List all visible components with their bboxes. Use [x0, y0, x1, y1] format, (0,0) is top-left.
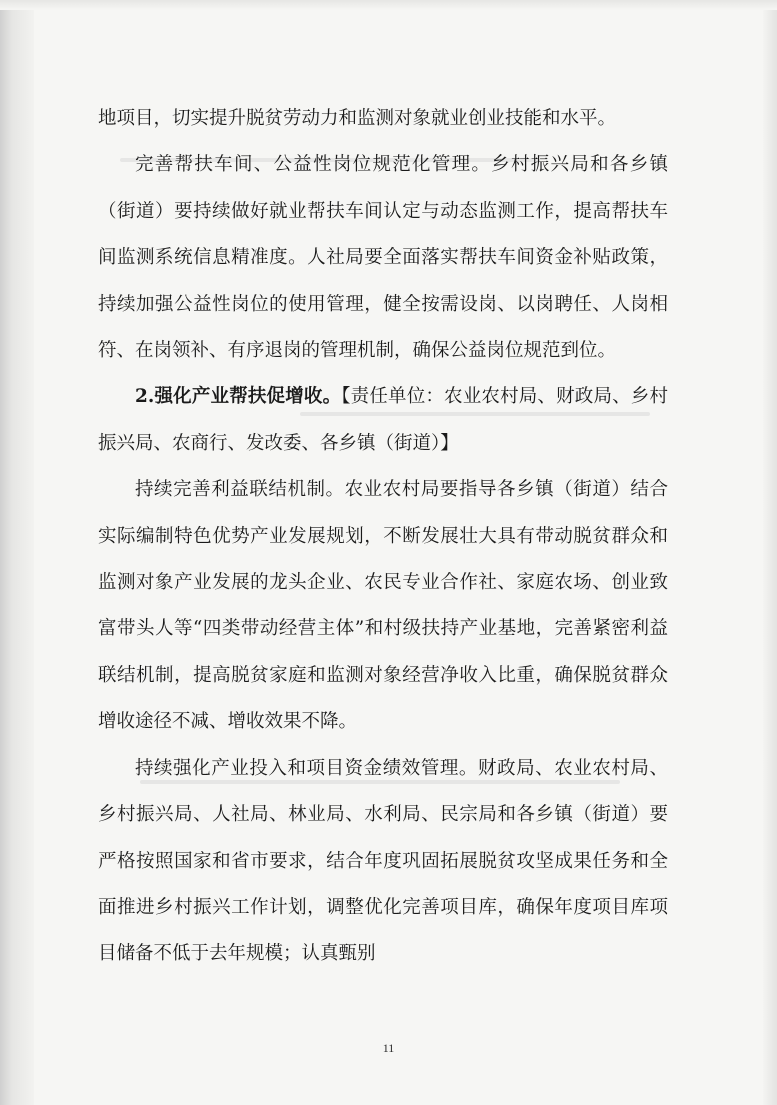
paragraph-1: [98, 96, 668, 142]
body-text: [98, 96, 668, 978]
paragraph-4: [98, 467, 668, 745]
section-heading-2: [98, 374, 668, 467]
paragraph-4-text: 持续完善利益联结机制。农业农村局要指导各乡镇（街道）结合实际编制特色优势产业发展规划，不断发展壮大具有带动脱贫群众和监测对象产业发展的龙头企业、农民专业合作社、家庭农场、创业致富带头人等“四类带动经营主体”和村级扶持产业基地，完善紧密利益联结机制，提高脱贫家庭和监测对象经营净收入比重，确保脱贫群众增收途径不减、增收效果不降。: [98, 479, 668, 733]
scan-edge-right: [763, 0, 777, 1105]
paragraph-2-text: 完善帮扶车间、公益性岗位规范化管理。乡村振兴局和各乡镇（街道）要持续做好就业帮扶车间认定与动态监测工作，提高帮扶车间监测系统信息精准度。人社局要全面落实帮扶车间资金补贴政策，持续加强公益性岗位的使用管理，健全按需设岗、以岗聘任、人岗相符、在岗领补、有序退岗的管理机制，确保公益岗位规范到位。: [98, 154, 668, 362]
section-heading-2-title: 2.强化产业帮扶促增收。: [135, 386, 342, 408]
paragraph-2: [98, 142, 668, 374]
paragraph-5-text: 持续强化产业投入和项目资金绩效管理。财政局、农业农村局、乡村振兴局、人社局、林业局、水利局、民宗局和各乡镇（街道）要严格按照国家和省市要求，结合年度巩固拓展脱贫攻坚成果任务和全面推进乡村振兴工作计划，调整优化完善项目库，确保年度项目库项目储备不低于去年规模；认真甄别: [98, 757, 668, 965]
paragraph-1-text: 地项目，切实提升脱贫劳动力和监测对象就业创业技能和水平。: [98, 108, 617, 129]
page-number: 11: [382, 1041, 395, 1055]
scan-edge-left: [0, 0, 34, 1105]
scan-shadow-top: [0, 0, 777, 10]
section-heading-2-responsible-units: 【责任单位：农业农村局、财政局、乡村振兴局、农商行、发改委、各乡镇（街道）】: [98, 386, 668, 454]
paragraph-5: [98, 746, 668, 978]
